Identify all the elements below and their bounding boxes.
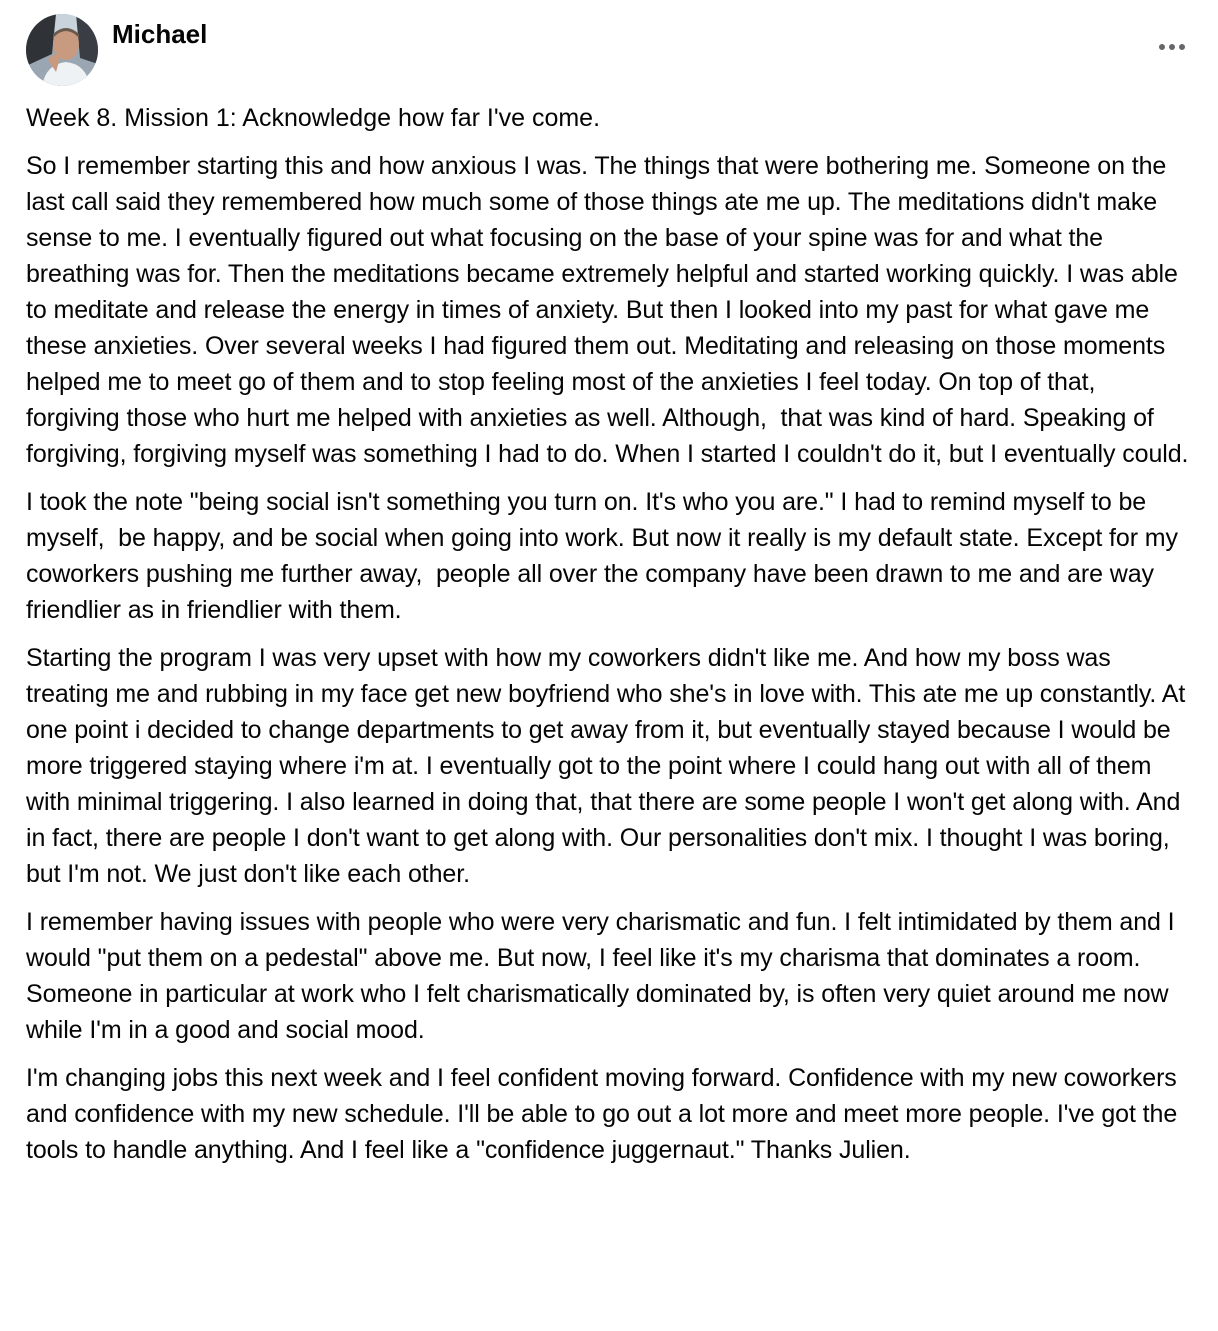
post-header — [26, 14, 1192, 88]
post-paragraph: Starting the program I was very upset with how my coworkers didn't like me. And how my boss was treating me and rubbing in my face get new boyfriend who she's in love with. This ate me up constantly. At one point i decided to change departments to get away from it, but eventually stayed because I would be more triggered staying where i'm at. I eventually got to the point where I could hang out with all of them with minimal triggering. I also learned in doing that, that there are some people I won't get along with. And in fact, there are people I don't want to get along with. Our personalities don't mix. I thought I was boring, but I'm not. We just don't like each other. — [26, 644, 1193, 888]
author-name[interactable]: Michael — [112, 19, 208, 49]
post-paragraph: I took the note "being social isn't something you turn on. It's who you are." I had to remind myself to be myself, be happy, and be social when going into work. But now it really is my default state. Except for my coworkers pushing me further away, people all over the company have been drawn to me and are way friendlier as in friendlier with them. — [26, 488, 1185, 624]
more-options-icon-dot — [1169, 44, 1175, 50]
post-paragraph: So I remember starting this and how anxious I was. The things that were bothering me. Someone on the last call said they remembered how much some of those things ate me up. The meditations didn't make sense to me. I eventually figured out what focusing on the base of your spine was for and what the breathing was for. Then the meditations became extremely helpful and started working quickly. I was able to meditate and release the energy in times of anxiety. But then I looked into my past for what gave me these anxieties. Over several weeks I had figured them out. Meditating and releasing on those moments helped me to meet go of them and to stop feeling most of the anxieties I feel today. On top of that, forgiving those who hurt me helped with anxieties as well. Although, that was kind of hard. Speaking of forgiving, forgiving myself was something I had to do. When I started I couldn't do it, but I eventually could. — [26, 152, 1189, 468]
post-paragraph: I remember having issues with people who were very charismatic and fun. I felt intimidated by them and I would "put them on a pedestal" above me. But now, I feel like it's my charisma that dominates a room. Someone in particular at work who I felt charismatically dominated by, is often very quiet around me now while I'm in a good and social mood. — [26, 908, 1182, 1044]
more-options-button[interactable] — [1152, 32, 1192, 62]
more-options-icon — [1159, 44, 1165, 50]
avatar[interactable] — [26, 14, 98, 86]
more-options-icon-dot — [1179, 44, 1185, 50]
post-title: Week 8. Mission 1: Acknowledge how far I've come. — [26, 104, 601, 132]
post-body — [26, 100, 1196, 1180]
post-paragraph: I'm changing jobs this next week and I feel confident moving forward. Confidence with my new coworkers and confidence with my new schedule. I'll be able to go out a lot more and meet more people. I've got the tools to handle anything. And I feel like a "confidence juggernaut." Thanks Julien. — [26, 1064, 1184, 1164]
user-avatar-photo-icon — [26, 14, 98, 86]
